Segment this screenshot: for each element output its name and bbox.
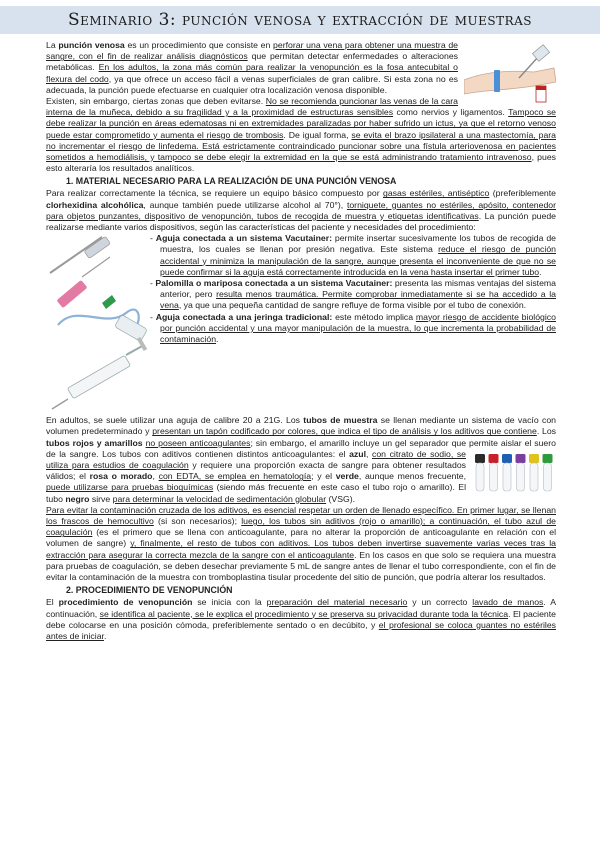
text-run: . A continuación,	[46, 597, 557, 619]
tube-body	[476, 463, 484, 491]
underlined-text: Para evitar la contaminación cruzada de los aditivos, es esencial respetar un orden de llenado específico. En primer lugar, se llenan los frascos de hemocultivo	[46, 504, 556, 527]
tube-cap	[475, 454, 485, 463]
text-run: y requiere una proporción exacta de sangre para obtener resultados válidos; el	[46, 460, 466, 482]
text-run: -	[150, 311, 156, 322]
underlined-text: se identifica al paciente, se le explica el procedimiento y se preserva su privacidad durante toda la técnica	[99, 608, 509, 619]
text-run: . De igual forma,	[283, 129, 352, 140]
tube-cap	[502, 454, 512, 463]
tube-cap	[529, 454, 539, 463]
text-run: y un correcto	[407, 597, 473, 608]
text-run: El	[46, 597, 59, 608]
text-run: ; sin embargo, el amarillo incluye un gel separador que permite aislar el suero de la sangre. Los tubos con aditivos contienen distintos anticoagulantes: el	[46, 437, 556, 459]
underlined-text: con EDTA, se emplea en hematología	[158, 471, 312, 482]
tube-5	[529, 454, 539, 491]
text-run: . La punción puede realizarse mediante varios dispositivos, según las características del paciente y necesidades del procedimiento:	[46, 210, 556, 233]
bold-term: negro	[65, 493, 90, 504]
text-run: , aunque menos frecuente,	[358, 471, 467, 482]
text-run: . El paciente debe colocarse en una posición cómoda, preferiblemente sentado o en decúbito, y	[46, 608, 556, 630]
underlined-text: mayor riesgo de accidente biológico por punción accidental y una mayor manipulación de la muestra, lo que incrementa la probabilidad de contaminación	[160, 311, 556, 345]
device-item-butterfly	[150, 278, 556, 312]
text-run: (preferiblemente	[489, 188, 556, 199]
underlined-text: Tampoco se debe realizar la punción en áreas edematosas ni en extremidades paralizadas por haber sufrido un ictus, ya que el retorno venoso puede estar comprometido y aumenta el riesgo de trombosis	[46, 107, 557, 140]
underlined-text: con citrato de sodio, se utiliza para estudios de coagulación	[46, 448, 467, 471]
bold-term: Aguja conectada a un sistema Vacutainer:	[155, 233, 332, 244]
text-run: , pues esto alteraría los resultados analíticos.	[46, 152, 557, 174]
underlined-text: . Está estrictamente contraindicado puncionar sobre una fístula arteriovenosa en pacientes sometidos a hemodiálisis, y tampoco se debe elegir la extremidad en la que se está administrando tratamiento intravenoso	[46, 140, 556, 163]
section-1-heading: 1. MATERIAL NECESARIO PARA LA REALIZACIÓN DE UNA PUNCIÓN VENOSA	[66, 176, 397, 187]
text-run: En adultos, se suele utilizar una aguja de calibre 20 a 21G. Los	[46, 415, 304, 426]
text-run: Para realizar correctamente la técnica, se requiere un equipo básico compuesto por	[46, 188, 384, 199]
tube-cap	[543, 454, 553, 463]
tube-4	[516, 454, 526, 491]
underlined-text: puede utilizarse para pruebas bioquímicas	[46, 482, 214, 493]
text-run: .	[216, 334, 219, 345]
text-run: .	[103, 630, 107, 641]
underlined-text: no poseen anticoagulantes	[145, 437, 251, 448]
underlined-text: preparación del material necesario	[266, 597, 408, 608]
underlined-text: se evita el brazo ipsilateral a una mastectomía, para no incrementar el riesgo de linfedema	[46, 129, 556, 151]
bold-term: rosa o morado	[89, 471, 153, 482]
bold-term: tubos de muestra	[303, 415, 378, 426]
underlined-text: presentan un tapón codificado por colores, que indica el tipo de análisis y los aditivos que contiene	[152, 426, 537, 437]
underlined-text: No se recomienda puncionar las venas de la cara interna de la muñeca, debido a su fragilidad y a la proximidad de estructuras sensibles	[46, 96, 458, 118]
text-run: . En los casos en que solo se requiera una muestra para pruebas de coagulación, se deben desechar previamente 5 mL de sangre antes de llenar el tubo correspondiente, con el fin de evitar la contaminación de la muestra con tromboplastina tisular procedente del sitio de punción, que podría alterar los resultados.	[46, 549, 556, 583]
underlined-text: para determinar la velocidad de sedimentación globular	[112, 493, 327, 504]
text-run: este método implica	[332, 311, 416, 322]
text-run: , ya que ofrece un acceso fácil a venas superficiales de gran calibre. Si esta zona no es adecuada, la punción puede efectuarse en cualquier otra localización venosa disponible.	[46, 73, 458, 95]
text-run: La	[46, 40, 59, 50]
underlined-text: y, finalmente, el resto de tubos con aditivos. Los tubos deben invertirse suavemente varias veces tras la extracción para asegurar la correcta mezcla de la sangre con el anticoagulante	[46, 538, 556, 560]
text-run: .	[539, 266, 542, 277]
bold-term: azul	[349, 448, 366, 459]
syringe-image	[52, 337, 147, 409]
tube-cap	[489, 454, 499, 463]
underlined-text: torniquete, guantes no estériles, apósito, contenedor para objetos punzantes, dispositivo de venopunción, tubos de recogida de muestra y etiquetas identificativas	[46, 199, 556, 221]
text-run: -	[150, 233, 156, 244]
tube-3	[502, 454, 512, 491]
underlined-text: En los adultos, la zona más común para realizar la venopunción es la fosa antecubital o flexura del codo	[46, 62, 458, 84]
bold-term: procedimiento de venopunción	[58, 597, 193, 608]
tube-body	[503, 463, 511, 491]
text-run: , aunque también puede utilizarse alcohol al 70°),	[143, 199, 347, 210]
text-run: (si son necesarios);	[153, 516, 242, 527]
tube-cap	[516, 454, 526, 463]
main-content	[46, 40, 556, 642]
text-run: (siendo más frecuente en este caso el tubo rojo o amarillo). El tubo	[46, 482, 466, 504]
text-run: se inicia con la	[192, 597, 267, 608]
tube-body	[517, 463, 525, 491]
underlined-text: lavado de manos	[472, 597, 544, 608]
text-run: sirve	[89, 493, 113, 504]
underlined-text: gasas estériles, antiséptico	[383, 188, 490, 199]
underlined-text: perforar una vena para obtener una muestra de sangre, con el fin de realizar análisis diagnósticos	[46, 40, 459, 62]
underlined-text: resulta menos traumática. Permite comprobar inmediatamente si se ha accedido a la vena	[160, 289, 556, 311]
text-run: ,	[366, 448, 372, 459]
device-item-vacutainer	[150, 233, 556, 278]
venipuncture-arm-illustration	[464, 42, 556, 104]
text-run: ; y el	[311, 471, 336, 482]
page-title: Seminario 3: punción venosa y extracción de muestras	[67, 10, 533, 30]
text-run: que permitan detectar enfermedades o alteraciones metabólicas.	[46, 51, 458, 73]
device-item-syringe	[150, 312, 556, 346]
section-1-paragraph-1	[46, 188, 556, 233]
underlined-text: reduce el riesgo de punción accidental y minimiza la manipulación de la sangre, aunque presenta el inconveniente de que no se puede confirmar si la aguja está correctamente introducida en la vena hasta insertar el primer tubo	[160, 244, 556, 277]
tube-body	[490, 463, 498, 491]
text-run: , ya que una pequeña cantidad de sangre refluye de forma visible por el tubo de conexión.	[178, 300, 527, 311]
text-run: Existen, sin embargo, ciertas zonas que deben evitarse.	[46, 96, 266, 107]
section-1-paragraph-3	[46, 505, 556, 583]
section-1-paragraph-2	[46, 415, 556, 505]
text-run: se llenan mediante un sistema de vacío con volumen predeterminado y	[46, 415, 556, 437]
butterfly-needle-image	[58, 295, 147, 342]
tube-body	[544, 463, 552, 491]
bold-term: Aguja conectada a una jeringa tradicional:	[155, 311, 333, 322]
tube-1	[475, 454, 485, 491]
text-run: (es el primero que se llena con anticoagulante, para no alterar la proporción de anticoagulante en relación con el volumen de sangre)	[46, 527, 556, 549]
vacutainer-needle-image	[50, 237, 111, 309]
text-run: como nervios y ligamentos.	[393, 107, 509, 118]
tube-2	[489, 454, 499, 491]
text-run: es un procedimiento que consiste en	[124, 40, 274, 50]
text-run: presenta las mismas ventajas del sistema anterior, pero	[160, 278, 556, 300]
underlined-text: el profesional se coloca guantes no estériles antes de iniciar	[46, 619, 557, 641]
blood-tubes-illustration	[472, 453, 556, 493]
section-2-paragraph-1	[46, 597, 556, 642]
underlined-text: luego, los tubos sin aditivos (rojo o amarillo); a continuación, el tubo azul de coagulación	[46, 516, 556, 538]
text-run: (VSG).	[326, 493, 356, 504]
tube-6	[543, 454, 553, 491]
text-run: ,	[152, 471, 159, 482]
bold-term: verde	[335, 471, 359, 482]
venipuncture-devices-illustration	[46, 233, 150, 415]
section-2-heading: 2. PROCEDIMIENTO DE VENOPUNCIÓN	[66, 585, 233, 596]
title-banner	[0, 6, 600, 34]
tube-body	[530, 463, 538, 491]
text-run: -	[150, 278, 156, 289]
bold-term: clorhexidina alcohólica	[46, 199, 144, 210]
bold-term: Palomilla o mariposa conectada a un sistema Vacutainer:	[155, 278, 393, 289]
bold-term: tubos rojos y amarillos	[46, 437, 143, 448]
intro-paragraph-2	[46, 96, 556, 174]
bold-term: punción venosa	[58, 40, 125, 50]
text-run: permite insertar sucesivamente los tubos de recogida de muestra, los cuales se llenan por presión negativa. Este sistema	[160, 233, 557, 255]
text-run: . Los	[536, 426, 556, 437]
